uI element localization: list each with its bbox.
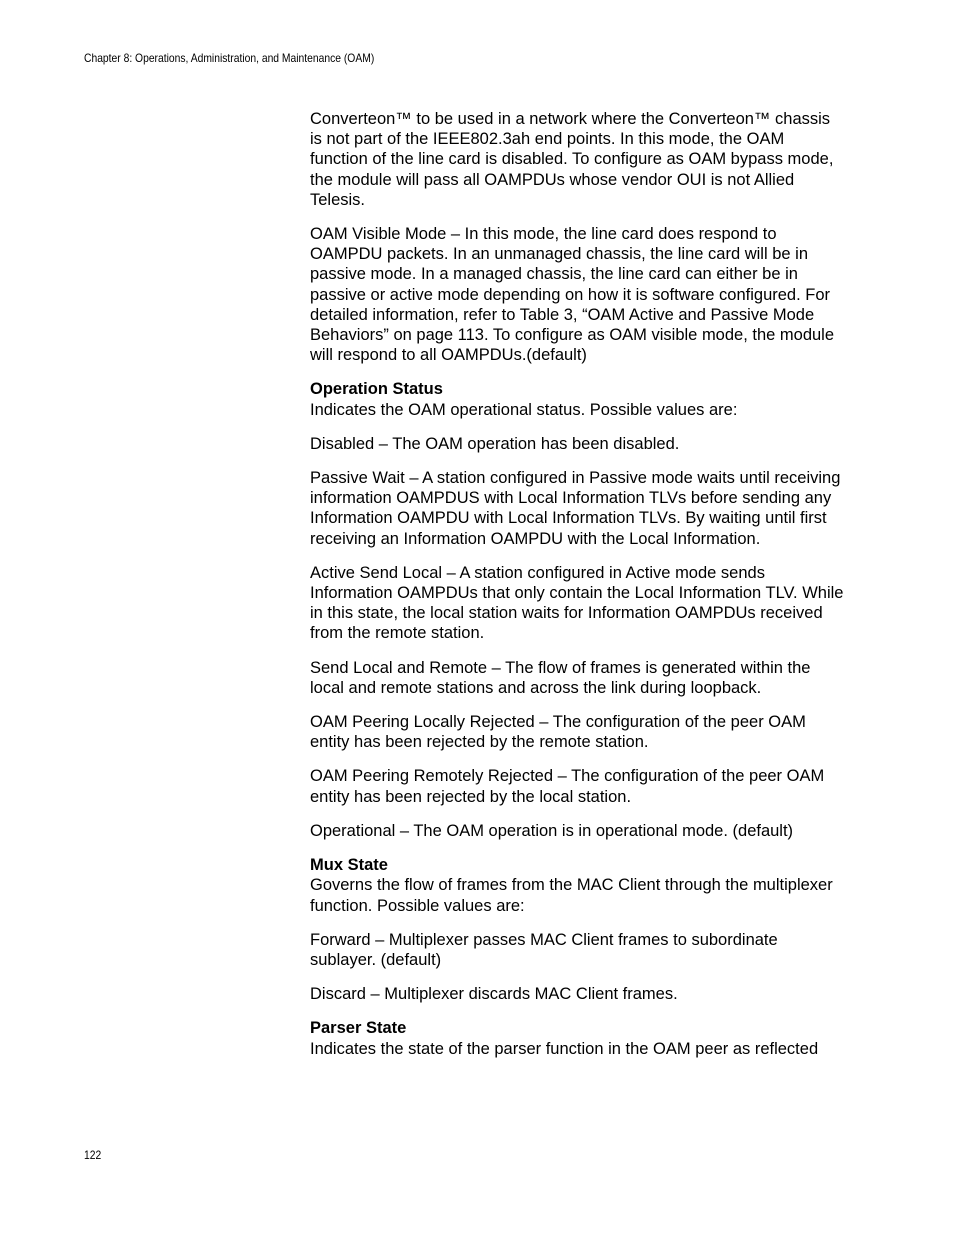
- operation-status-locally-rejected: OAM Peering Locally Rejected – The configuration of the peer OAM entity has been rejected by the remote station.: [310, 713, 806, 752]
- operation-status-passive-wait: Passive Wait – A station configured in Passive mode waits until receiving information OAMPDUS with Local Information TLVs before sending any Information OAMPDU with Local Information TLVs. By waiting until first receiving an Information OAMPDU with the Local Information.: [310, 469, 841, 548]
- operation-status-send-local-remote: Send Local and Remote – The flow of frames is generated within the local and remote stations and across the link during loopback.: [310, 658, 811, 697]
- page-body: [310, 109, 845, 1073]
- operation-status-active-send-local: Active Send Local – A station configured in Active mode sends Information OAMPDUs that only contain the Local Information TLV. While in this state, the local station waits for Information OAMPDUs received from the remote station.: [310, 563, 844, 643]
- heading-operation-status: Operation Status: [310, 380, 443, 399]
- heading-parser-state: Parser State: [310, 1019, 407, 1038]
- mux-state-intro: Governs the flow of frames from the MAC Client through the multiplexer function. Possible values are:: [310, 876, 833, 915]
- operation-status-intro: Indicates the OAM operational status. Possible values are:: [310, 400, 738, 419]
- paragraph-visible-mode: OAM Visible Mode – In this mode, the line card does respond to OAMPDU packets. In an unmanaged chassis, the line card will be in passive mode. In a managed chassis, the line card can either be in passive or active mode depending on how it is software configured. For detailed information, refer to Table 3, “OAM Active and Passive Mode Behaviors” on page 113. To configure as OAM visible mode, the module will respond to all OAMPDUs.(default): [310, 225, 835, 365]
- running-header: Chapter 8: Operations, Administration, and Maintenance (OAM): [84, 51, 375, 65]
- operation-status-operational: Operational – The OAM operation is in operational mode. (default): [310, 821, 794, 840]
- mux-state-discard: Discard – Multiplexer discards MAC Client frames.: [310, 985, 678, 1004]
- mux-state-forward: Forward – Multiplexer passes MAC Client frames to subordinate sublayer. (default): [310, 930, 778, 969]
- operation-status-remotely-rejected: OAM Peering Remotely Rejected – The configuration of the peer OAM entity has been rejected by the local station.: [310, 767, 825, 806]
- operation-status-disabled: Disabled – The OAM operation has been disabled.: [310, 434, 680, 453]
- page-number: 122: [84, 1148, 102, 1162]
- heading-mux-state: Mux State: [310, 856, 388, 875]
- paragraph-bypass-mode: Converteon™ to be used in a network where the Converteon™ chassis is not part of the IEEE802.3ah end points. In this mode, the OAM function of the line card is disabled. To configure as OAM bypass mode, the module will pass all OAMPDUs whose vendor OUI is not Allied Telesis.: [310, 110, 834, 209]
- parser-state-intro: Indicates the state of the parser function in the OAM peer as reflected: [310, 1039, 819, 1058]
